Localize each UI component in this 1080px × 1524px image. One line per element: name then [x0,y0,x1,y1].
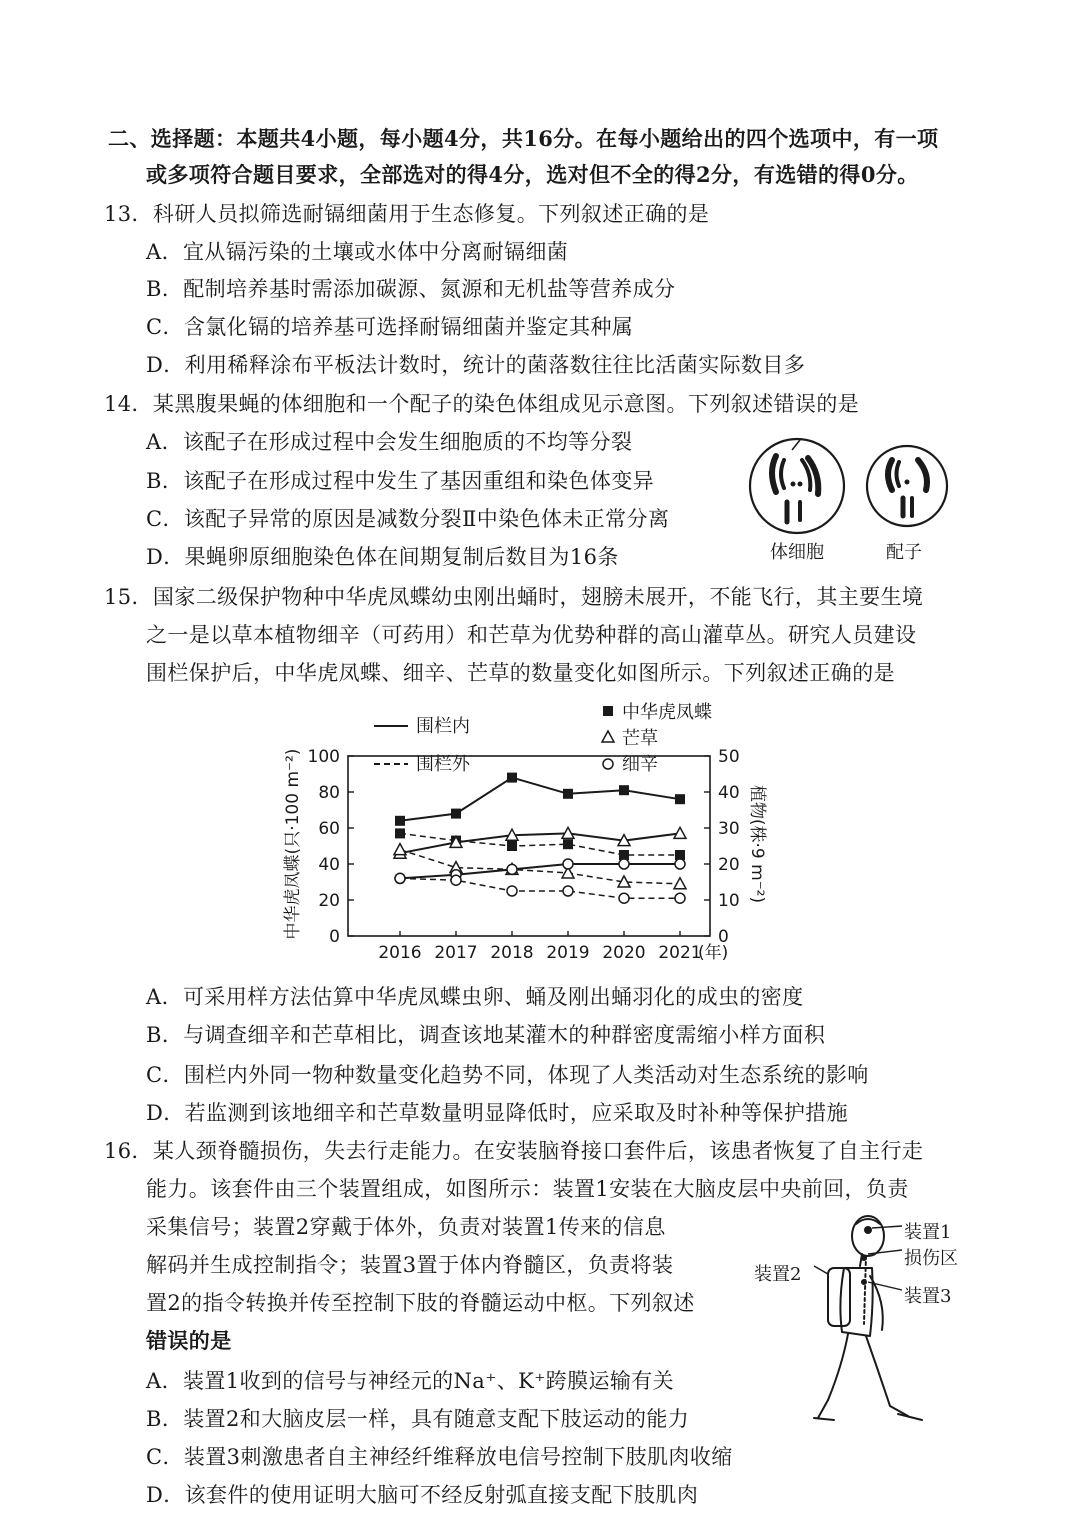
right-tick-label: 50 [718,747,740,767]
marker-asarum [563,886,573,896]
marker-butterfly [563,789,573,799]
q15-stem-line3: 围栏保护后，中华虎凤蝶、细辛、芒草的数量变化如图所示。下列叙述正确的是 [146,661,895,685]
legend-label-butterfly: 中华虎凤蝶 [622,702,712,723]
marker-asarum [675,893,685,903]
legend-marker-square [603,706,613,716]
q16-stem-line4: 解码并生成控制指令；装置3置于体内脊髓区，负责将装 [146,1253,674,1277]
right-tick-label: 40 [718,783,740,803]
left-tick-label: 40 [318,855,340,875]
marker-asarum [507,864,517,874]
q15-stem-line1: 15．国家二级保护物种中华虎凤蝶幼虫刚出蛹时，翅膀未展开，不能飞行，其主要生境 [104,585,924,609]
marker-asarum [619,893,629,903]
chromosome-figure [740,436,960,536]
q16-option-b: B．装置2和大脑皮层一样，具有随意支配下肢运动的能力 [146,1407,690,1431]
device1-label: 装置1 [904,1222,952,1243]
legend-label-inside: 围栏内 [416,716,470,737]
device2-label: 装置2 [754,1264,802,1285]
population-line-chart [270,692,770,972]
x-tick-label: 2017 [434,943,478,963]
marker-asarum [675,859,685,869]
q15-stem-line2: 之一是以草本植物细辛（可药用）和芒草为优势种群的高山灌草丛。研究人员建设 [146,623,917,647]
marker-butterfly [507,841,517,851]
q16-stem-line3: 采集信号；装置2穿戴于体外，负责对装置1传来的信息 [146,1215,666,1239]
x-tick-label: 2016 [378,943,422,963]
marker-grass [394,844,406,855]
x-tick-label: 2018 [490,943,534,963]
left-tick-label: 100 [307,747,340,767]
left-tick-label: 80 [318,783,340,803]
q16-stem-line5: 置2的指令转换并传至控制下肢的脊髓运动中枢。下列叙述 [146,1291,695,1315]
right-tick-label: 0 [718,927,729,947]
gamete-diagram [867,446,947,526]
series-line-0 [400,778,680,821]
legend-marker-circle [603,759,613,769]
q16-stem-line2: 能力。该套件由三个装置组成，如图所示：装置1安装在大脑皮层中央前回，负责 [146,1177,909,1201]
series-line-5 [400,878,680,898]
right-tick-label: 20 [718,855,740,875]
marker-asarum [451,875,461,885]
q15-option-d: D．若监测到该地细辛和芒草数量明显降低时，应采取及时补种等保护措施 [146,1101,849,1125]
legend-label-grass: 芒草 [622,728,658,749]
q13-option-c: C．含氯化镉的培养基可选择耐镉细菌并鉴定其种属 [146,315,634,339]
marker-butterfly [507,773,517,783]
right-axis-title: 植物(株·9 m⁻²) [747,784,767,904]
marker-grass [674,827,686,838]
section-header-line2: 或多项符合题目要求，全部选对的得4分，选对但不全的得2分，有选错的得0分。 [146,162,919,187]
marker-butterfly [451,809,461,819]
x-tick-label: 2020 [602,943,646,963]
q13-option-d: D．利用稀释涂布平板法计数时，统计的菌落数往往比活菌实际数目多 [146,353,806,377]
q13-stem: 13．科研人员拟筛选耐镉细菌用于生态修复。下列叙述正确的是 [104,202,710,226]
q15-option-c: C．围栏内外同一物种数量变化趋势不同，体现了人类活动对生态系统的影响 [146,1063,869,1087]
left-tick-label: 20 [318,891,340,911]
marker-asarum [395,873,405,883]
q16-stem-line6: 错误的是 [146,1328,232,1353]
q16-option-a: A．装置1收到的信号与神经元的Na⁺、K⁺跨膜运输有关 [146,1369,675,1393]
marker-butterfly [675,794,685,804]
device3-label: 装置3 [904,1286,952,1307]
somatic-cell-label: 体细胞 [770,542,824,563]
q14-option-a: A．该配子在形成过程中会发生细胞质的不均等分裂 [146,430,633,454]
q14-stem: 14．某黑腹果蝇的体细胞和一个配子的染色体组成见示意图。下列叙述错误的是 [104,392,860,416]
q15-option-a: A．可采用样方法估算中华虎凤蝶虫卵、蛹及刚出蛹羽化的成虫的密度 [146,985,804,1009]
right-tick-label: 30 [718,819,740,839]
series-line-2 [400,833,680,853]
legend-label-outside: 围栏外 [416,754,470,775]
marker-butterfly [619,785,629,795]
gamete-label: 配子 [886,542,922,563]
q14-option-d: D．果蝇卵原细胞染色体在间期复制后数目为16条 [146,545,619,569]
left-tick-label: 60 [318,819,340,839]
marker-butterfly [395,816,405,826]
right-tick-label: 10 [718,891,740,911]
x-axis-unit: (年) [698,943,729,963]
q13-option-b: B．配制培养基时需添加碳源、氮源和无机盐等营养成分 [146,277,676,301]
q16-option-c: C．装置3刺激患者自主神经纤维释放电信号控制下肢肌肉收缩 [146,1445,733,1469]
marker-butterfly [563,839,573,849]
left-axis-title: 中华虎凤蝶(只·100 m⁻²) [283,748,303,940]
q14-option-c: C．该配子异常的原因是减数分裂Ⅱ中染色体未正常分离 [146,507,670,531]
somatic-cell-diagram [750,439,844,533]
q16-option-d: D．该套件的使用证明大脑可不经反射弧直接支配下肢肌肉 [146,1483,699,1507]
q16-stem-line1: 16．某人颈脊髓损伤，失去行走能力。在安装脑脊接口套件后，该患者恢复了自主行走 [104,1139,924,1163]
marker-asarum [563,859,573,869]
legend-label-asarum: 细辛 [622,754,658,775]
x-tick-label: 2021 [658,943,702,963]
section-header-line1: 二、选择题：本题共4小题，每小题4分，共16分。在每小题给出的四个选项中，有一项 [108,126,939,151]
injury-zone-label: 损伤区 [904,1248,958,1269]
q13-option-a: A．宜从镉污染的土壤或水体中分离耐镉细菌 [146,240,569,264]
q15-option-b: B．与调查细辛和芒草相比，调查该地某灌木的种群密度需缩小样方面积 [146,1023,826,1047]
q14-option-b: B．该配子在形成过程中发生了基因重组和染色体变异 [146,469,655,493]
marker-asarum [619,859,629,869]
x-tick-label: 2019 [546,943,590,963]
marker-asarum [507,886,517,896]
legend-marker-triangle [602,731,614,742]
marker-grass [674,878,686,889]
marker-butterfly [395,828,405,838]
left-tick-label: 0 [329,927,340,947]
